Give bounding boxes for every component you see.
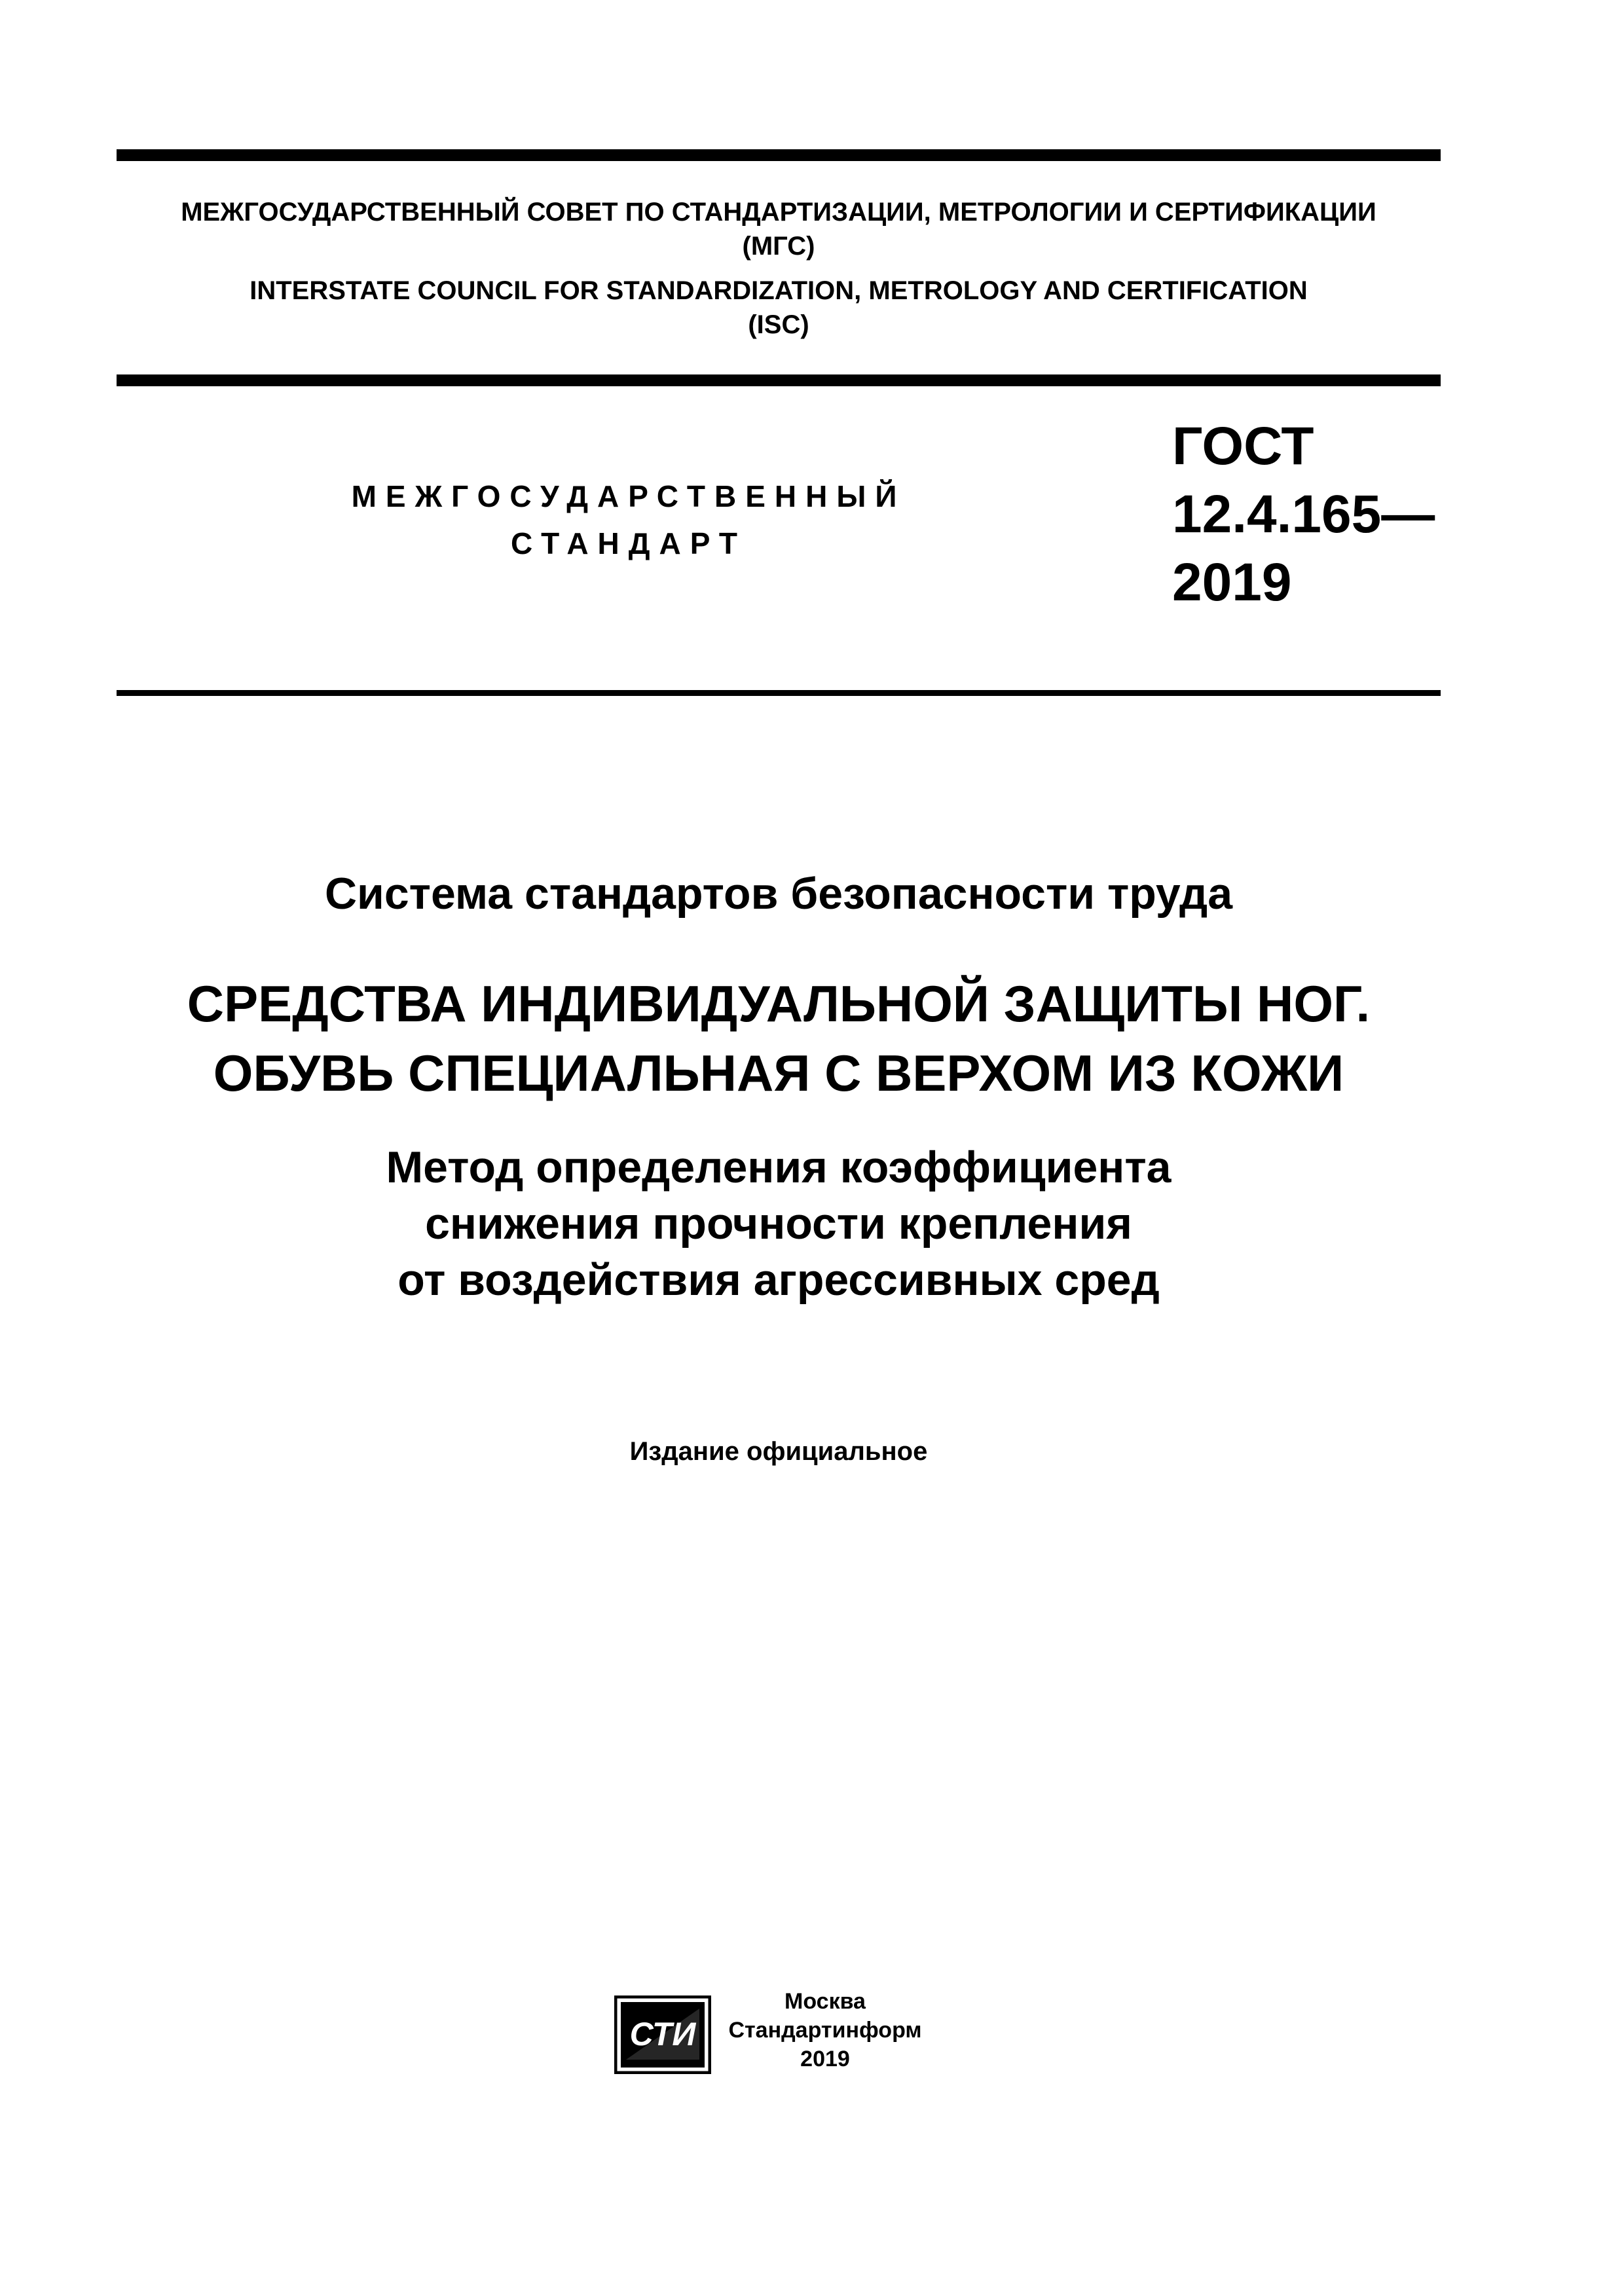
subtitle-line-3: от воздействия агрессивных сред — [397, 1255, 1160, 1305]
gost-code-line-1: ГОСТ — [1172, 416, 1314, 476]
series-title: Система стандартов безопасности труда — [324, 869, 1233, 919]
council-name-russian — [117, 195, 1441, 263]
imprint-publisher: Стандартинформ — [728, 2018, 922, 2043]
council-ru-line-2: (МГС) — [742, 232, 815, 261]
gost-code-line-3: 2019 — [1172, 553, 1292, 612]
top-rule — [117, 149, 1441, 161]
subtitle — [117, 1139, 1441, 1308]
subtitle-line-2: снижения прочности крепления — [425, 1199, 1132, 1248]
imprint-city: Москва — [784, 1989, 866, 2014]
council-name-english — [117, 274, 1441, 342]
edition-note: Издание официальное — [629, 1437, 928, 1466]
gost-designation — [1172, 412, 1435, 617]
standard-type — [314, 473, 943, 567]
standard-type-line-1: МЕЖГОСУДАРСТВЕННЫЙ — [351, 479, 906, 513]
standard-type-line-2: СТАНДАРТ — [511, 526, 747, 560]
publisher-imprint — [707, 1987, 943, 2073]
council-ru-line-1: МЕЖГОСУДАРСТВЕННЫЙ СОВЕТ ПО СТАНДАРТИЗАЦИИ, МЕТРОЛОГИИ И СЕРТИФИКАЦИИ — [181, 198, 1376, 227]
council-en-line-1: INTERSTATE COUNCIL FOR STANDARDIZATION, METROLOGY AND CERTIFICATION — [249, 276, 1308, 305]
council-en-line-2: (ISC) — [748, 310, 809, 339]
standartinform-logo-icon — [614, 1995, 711, 2074]
gost-code-line-2: 12.4.165— — [1172, 484, 1435, 544]
header-bottom-rule — [117, 374, 1441, 386]
main-title-line-1: СРЕДСТВА ИНДИВИДУАЛЬНОЙ ЗАЩИТЫ НОГ. — [187, 975, 1371, 1032]
main-title — [117, 969, 1441, 1108]
imprint-year: 2019 — [800, 2047, 850, 2071]
logo-lettering: СТИ — [629, 2016, 696, 2052]
designation-bottom-rule — [117, 690, 1441, 696]
subtitle-line-1: Метод определения коэффициента — [386, 1142, 1172, 1192]
main-title-line-2: ОБУВЬ СПЕЦИАЛЬНАЯ С ВЕРХОМ ИЗ КОЖИ — [213, 1044, 1344, 1102]
